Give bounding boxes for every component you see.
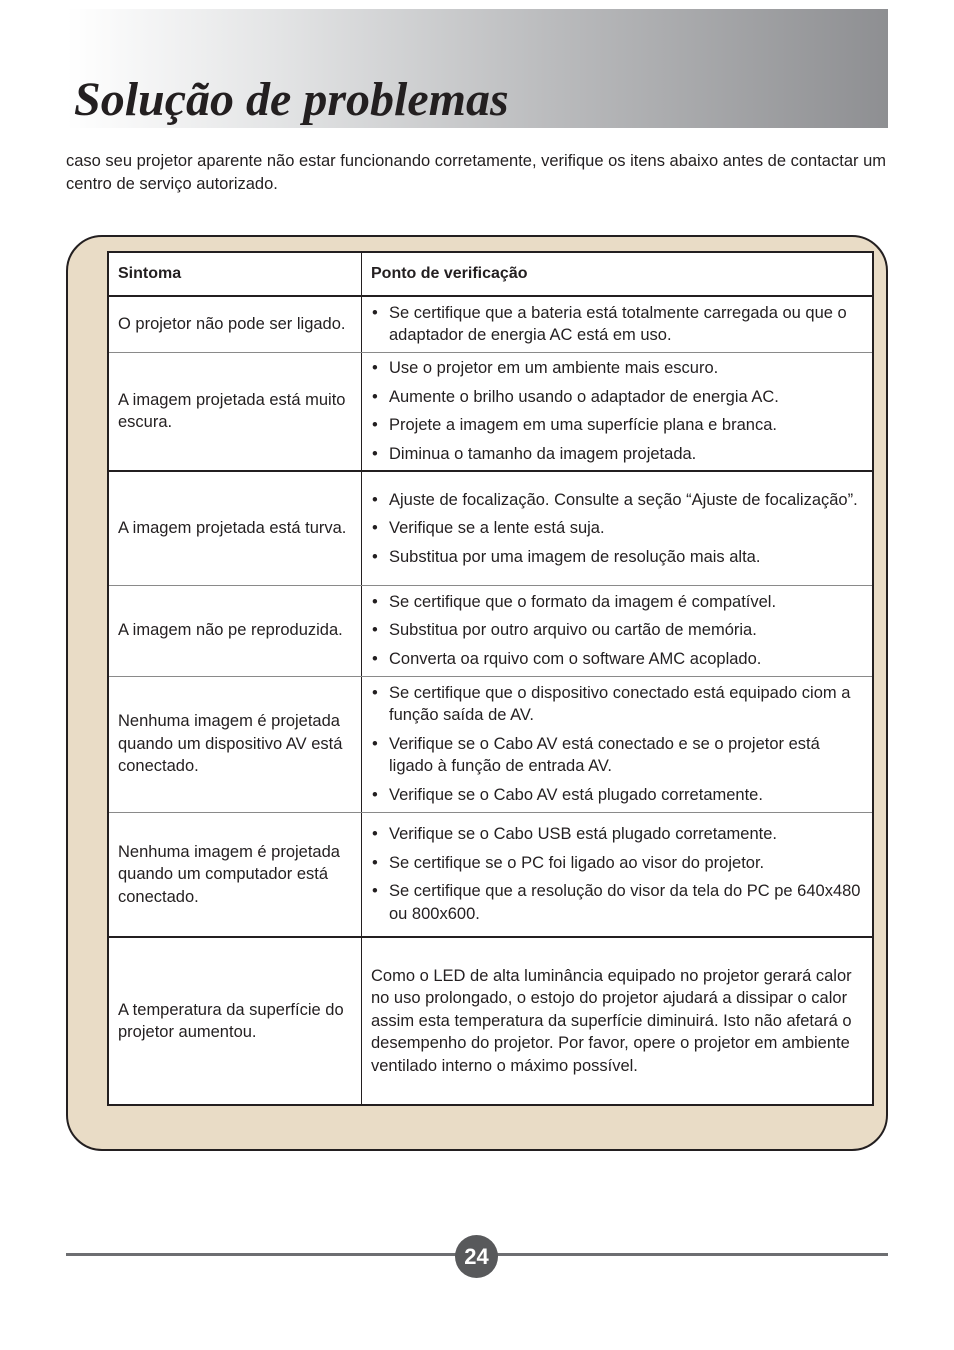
check-list — [371, 682, 862, 807]
check-item: • Verifique se o Cabo AV está plugado corretamente. — [371, 784, 862, 807]
header-symptom: Sintoma — [108, 252, 362, 296]
check-list — [371, 823, 862, 925]
table-row — [108, 296, 873, 352]
check-item: • Se certifique que o dispositivo conectado está equipado ciom a função saída de AV. — [371, 682, 862, 727]
check-list — [371, 357, 862, 465]
check-cell — [362, 585, 874, 676]
check-cell — [362, 296, 874, 352]
symptom-cell: Nenhuma imagem é projetada quando um dispositivo AV está conectado. — [108, 676, 362, 812]
symptom-cell: A imagem projetada está turva. — [108, 471, 362, 585]
check-item: • Substitua por outro arquivo ou cartão de memória. — [371, 619, 862, 642]
check-item: • Substitua por uma imagem de resolução mais alta. — [371, 546, 862, 569]
table-row — [108, 676, 873, 812]
symptom-cell: A imagem não pe reproduzida. — [108, 585, 362, 676]
check-item: • Se certifique que a resolução do visor da tela do PC pe 640x480 ou 800x600. — [371, 880, 862, 925]
check-paragraph: Como o LED de alta luminância equipado no projetor gerará calor no uso prolongado, o estojo do projetor ajudará a dissipar o calor assim esta temperatura da superfície diminuirá. Isto não afetará o desempenho do projetor. Por favor, opere o projetor em ambiente ventilado interno o máximo possível. — [371, 966, 852, 1075]
check-item: • Aumente o brilho usando o adaptador de energia AC. — [371, 386, 862, 409]
table-row — [108, 471, 873, 585]
check-item: • Verifique se o Cabo USB está plugado corretamente. — [371, 823, 862, 846]
check-item: • Projete a imagem em uma superfície plana e branca. — [371, 414, 862, 437]
intro-text: caso seu projetor aparente não estar funcionando corretamente, verifique os itens abaixo antes de contactar um centro de serviço autorizado. — [66, 152, 886, 193]
check-item: • Se certifique que o formato da imagem é compatível. — [371, 591, 862, 614]
check-cell — [362, 352, 874, 471]
check-item: • Se certifique que a bateria está totalmente carregada ou que o adaptador de energia AC está em uso. — [371, 302, 862, 347]
symptom-cell: Nenhuma imagem é projetada quando um computador está conectado. — [108, 812, 362, 937]
check-list — [371, 489, 862, 569]
table-row — [108, 937, 873, 1105]
check-list — [371, 302, 862, 347]
check-list — [371, 591, 862, 671]
table-row — [108, 352, 873, 471]
check-item: • Se certifique se o PC foi ligado ao visor do projetor. — [371, 852, 862, 875]
check-item: • Converta oa rquivo com o software AMC acoplado. — [371, 648, 862, 671]
troubleshooting-table — [107, 251, 874, 1106]
table-header-row — [108, 252, 873, 296]
page-title: Solução de problemas — [74, 73, 509, 126]
check-item: • Verifique se a lente está suja. — [371, 517, 862, 540]
symptom-cell: A imagem projetada está muito escura. — [108, 352, 362, 471]
check-item: • Ajuste de focalização. Consulte a seção “Ajuste de focalização”. — [371, 489, 862, 512]
check-item: • Use o projetor em um ambiente mais escuro. — [371, 357, 862, 380]
page-number: 24 — [455, 1235, 498, 1278]
check-item: • Verifique se o Cabo AV está conectado e se o projetor está ligado à função de entrada AV. — [371, 733, 862, 778]
symptom-cell: O projetor não pode ser ligado. — [108, 296, 362, 352]
check-cell — [362, 937, 874, 1105]
symptom-cell: A temperatura da superfície do projetor aumentou. — [108, 937, 362, 1105]
check-item: • Diminua o tamanho da imagem projetada. — [371, 443, 862, 466]
table-row — [108, 585, 873, 676]
header-check: Ponto de verificação — [362, 252, 874, 296]
check-cell — [362, 471, 874, 585]
check-cell — [362, 676, 874, 812]
table-row — [108, 812, 873, 937]
check-cell — [362, 812, 874, 937]
